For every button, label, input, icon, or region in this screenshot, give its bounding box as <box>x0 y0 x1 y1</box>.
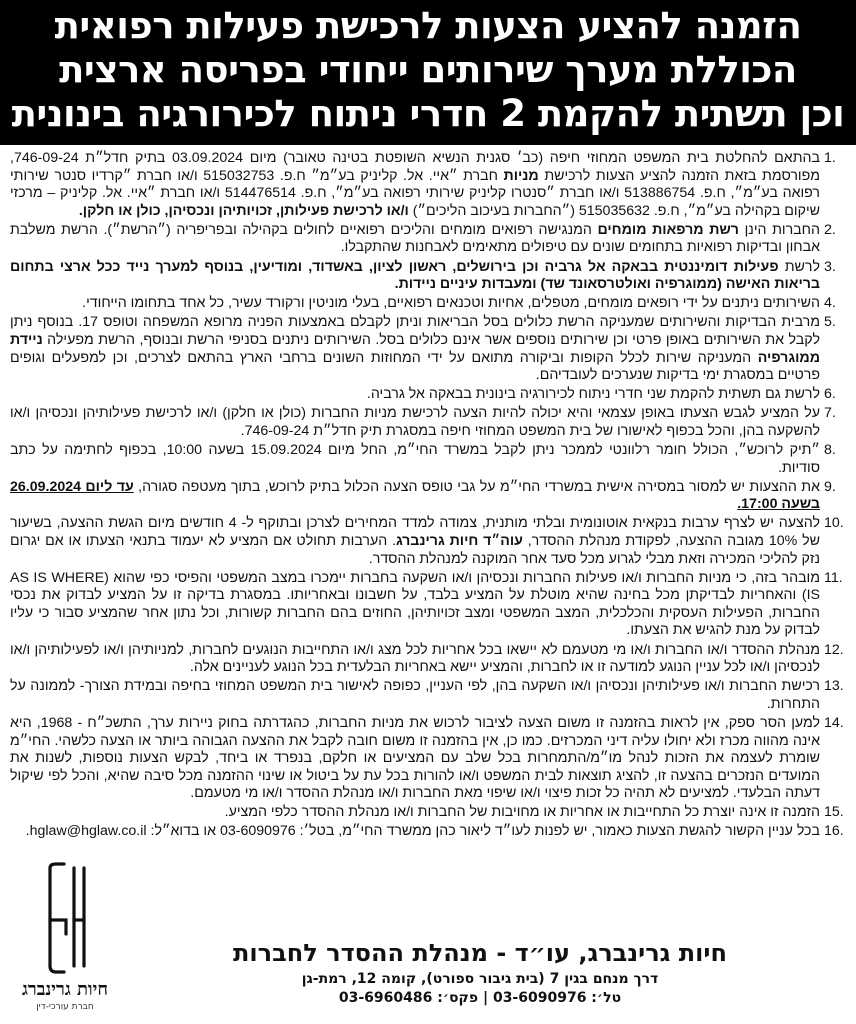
item-text: מנהלת ההסדר ו/או החברות ו/או מי מטעמם לא יישאו בכל אחריות לכל מצג ו/או התחייבות הנוגעים לחברות, למניותיהן ו/או לפעילותיהן ו/או לנכסיהן ו/או לכל עניין הנוגע למודעה זו או לחברות, והמציע יישא באחריות הבלעדית בכל הנוגע לעניינים אלה. <box>10 641 820 676</box>
signature-address: דרך מנחם בגין 7 (בית גיבור ספורט), קומה 12, רמת-גן <box>301 971 659 987</box>
item-number: .15 <box>824 804 844 821</box>
notice-header <box>0 0 856 145</box>
item-bold-text: פעילות דומיננטית בבאקה אל גרביה וכן בירושלים, ראשון לציון, באשדוד, ומודיעין, בנוסף למערך נייד ככל ארצי בתחום בריאות האישה (ממוגרפיה ואולטרסאונד שד) ומעבדות עיניים ניידות. <box>10 258 820 293</box>
item-number: .9 <box>824 478 836 495</box>
item-text: מרבית הבדיקות והשירותים שמעניקה הרשת כלולים בסל הבריאות וניתן לקבלם באמצעות הפניה מרופא המשפחה וטופס 17. בנוסף ניתן לקבל את השירותים באופן פרטי וכן שירותים נוספים אשר אינם כלולים בסל. השירותים ניתנים בסניפי הרשת ובנוסף, הרשת מפעילה <box>10 314 820 348</box>
item-number: .16 <box>824 823 844 840</box>
notice-item <box>10 405 846 440</box>
item-text: המעניקה שירות לכלל הקופות וביקורה מתואם על ידי המחוזות השונים ברחבי הארץ בהתאם לצרכים, וכן למפעלים וגופים פרטיים במסגרת ימי בדיקות שנערכים לעובדיהם. <box>10 349 820 384</box>
item-text: המנגישה רפואים מומחים והליכים רפואיים לחולים בקהילה ובפריפריה (״הרשת״). הרשת משלבת אבחון ובדיקות רפואיות בתחומים שונים עם טיפולים מתאימים לאבחנות שהתקבלו. <box>10 221 820 256</box>
item-text: למען הסר ספק, אין לראות בהזמנה זו משום הצעה לציבור לרכוש את מניות החברות, כהגדרתה בחוק ניירות ערך, התשכ״ח - 1968, היא אינה מהווה מכרז ולא יחולו עליה דיני המכרזים. כמו כן, אין בהזמנה זו משום חובה לקבל את ההצעה הגבוהה ביותר או הצעה כלשהי. החי״מ שומרת לעצמה את הזכות לנהל מו״מ/התמחרות בכל שלב עם המציעים או חלקם, בנפרד או ביחד, לבקש הצעות נוספות, לשנות את המועדים הנזכרים בהצעה זו, להציג תוצאות לבית המשפט ו/או להורות בכל עת על ביטול או שינוי ההזמנה מכל סיבה שהיא, והכל לפי שיקול דעתה הבלעדי. למציעים לא תהיה כל זכות פיצוי ו/או שיפוי מאת החברות ו/או מנהלת ההסדר ו/או מי מטעמם. <box>10 714 820 802</box>
item-text: השירותים ניתנים על ידי רופאים מומחים, מטפלים, אחיות וטכנאים רפואיים, בעלי מוניטין ורקורד עשיר, כל אחד בתחומו הייחודי. <box>82 295 820 312</box>
item-number: .10 <box>824 515 844 532</box>
item-text: על המציע לגבש הצעתו באופן עצמאי והיא יכולה להיות הצעה לרכישת מניות החברות (כולן או חלקן) ו/או לרכישת פעילותיהן ונכסיהן ו/או להשקעה בהן, והכל בכפוף לאישורו של בית המשפט המחוזי חיפה במסגרת תיק חדל״ת 746-09-24. <box>10 405 820 439</box>
item-text: בכל עניין הקשור להגשת הצעות כאמור, יש לפנות לעו״ד ליאור כהן ממשרד החי״מ, בטל׳: 03-6090976 או בדוא״ל: hglaw@hglaw.co.il. <box>25 823 820 840</box>
notice-item <box>10 222 846 257</box>
item-number: .13 <box>824 678 844 695</box>
notice-body <box>10 150 846 843</box>
notice-item <box>10 804 846 822</box>
item-number: .12 <box>824 641 844 658</box>
item-number: .5 <box>824 314 836 331</box>
item-text: את ההצעות יש למסור במסירה אישית במשרדי החי״מ על גבי טופס הצעה הכלול בתיק לרוכש, בתוך מעטפה סגורה, <box>133 478 821 495</box>
item-text: להצעה יש לצרף ערבות בנקאית אוטונומית ובלתי מותנית, צמודה למדד המחירים לצרכן ובתוקף ל- 4 חודשים מיום הגשת ההצעה, בשיעור של 10% מגובה ההצעה, לפקודת מנהלת ההסדר, <box>10 515 820 549</box>
item-bold-text: ניידת ממוגרפיה <box>10 331 820 366</box>
notice-item <box>10 259 846 294</box>
item-number: .1 <box>824 150 836 166</box>
item-bold-text: מניות <box>503 167 539 184</box>
notice-item <box>10 642 846 677</box>
item-text: הזמנה זו אינה יוצרת כל התחייבות או אחריות או מחויבות של החברות ו/או מנהלת ההסדר כלפי המציע. <box>224 804 820 821</box>
item-text: . הערבות תחולט אם המציע לא יעמוד בתנאי הצעתו או אם יגרום נזק להליכי המכירה וזאת מבלי לגרוע מכל סעד אחר המוקנה למנהלת ההסדר. <box>10 532 820 567</box>
item-text: חברת ״איי. אל. קליניק בע״מ״ ח.פ. 515032753 ו/או חברת ״קרדיו סנטר שירותי רפואה בע״מ״, ח.פ. 513886754 ו/או חברת ״סנטרו קליניק שירותי רפואה בע״מ״, ח.פ. 514476514 ו/או חברת ״איי. אל. קליניק – מרכזי שיקום בקהילה בע״מ״, ח.פ. 515035632 (״החברות בעיכוב הליכים״) <box>10 167 820 219</box>
item-text: החברות הינן <box>738 221 821 238</box>
item-text: לרשת גם תשתית להקמת שני חדרי ניתוח לכירורגיה בינונית בבאקה אל גרביה. <box>366 386 820 403</box>
item-text: מובהר בזה, כי מניות החברות ו/או פעילות החברות ונכסיהן ו/או השקעה בחברות יימכרו במצב המשפטי והפיסי כפי שהוא (AS IS WHERE IS) והאחריות לבדיקתן מכל בחינה שהיא מוטלת על המציע בלבד, על חשבונו ובאחריותו. במסגרת בדיקה זו על המציע לבדוק את נכסי החברות, הפעילות העסקית והכלכלית, המצב המשפטי ומצב זכויותיהן, החוזים בהם החברות קשורות, וכל נתון אחר שהמציע סבור כי עליו לבדוק על מנת להגיש את הצעתו. <box>10 569 820 639</box>
notice-item <box>10 570 846 640</box>
item-text: לרשת <box>778 258 820 275</box>
item-number: .8 <box>824 442 836 458</box>
item-bold-text: ו/או לרכישת פעילותן, זכויותיהן ונכסיהן, כולן או חלקן. <box>78 202 409 219</box>
header-line-2: הכוללת מערך שירותים ייחודי בפריסה ארצית <box>59 48 797 91</box>
notice-item <box>10 515 846 568</box>
notice-item <box>10 823 846 841</box>
notice-item <box>10 442 846 477</box>
item-text: רכישת החברות ו/או פעילותיהן ונכסיהן ו/או השקעה בהן, לפי העניין, כפופה לאישור בית המשפט המחוזי בחיפה ובמידת הצורך- לממונה על התחרות. <box>10 678 820 712</box>
gh-monogram-icon <box>14 862 116 978</box>
notice-item <box>10 678 846 713</box>
item-number: .14 <box>824 714 844 731</box>
item-bold-text: עד ליום 26.09.2024 בשעה 17:00. <box>10 478 820 513</box>
item-number: .6 <box>824 386 836 403</box>
item-number: .4 <box>824 295 836 312</box>
item-text: ״תיק לרוכש״, הכולל חומר רלוונטי לממכר ניתן לקבל במשרד החי״מ, החל מיום 15.09.2024 בשעה 10:00, בכפוף לחתימה על כתב סודיות. <box>10 442 820 476</box>
signature-block <box>200 936 760 1008</box>
item-bold-text: רשת מרפאות מומחים <box>597 221 739 238</box>
item-bold-text: עוה״ד חיות גרינברג <box>396 532 523 549</box>
header-line-1: הזמנה להציע הצעות לרכישת פעילות רפואית <box>54 4 802 47</box>
notice-item <box>10 479 846 514</box>
notice-item <box>10 715 846 803</box>
notice-item <box>10 314 846 384</box>
item-number: .2 <box>824 221 836 238</box>
logo-firm-name: חיות גרינברג <box>21 979 109 1000</box>
header-line-3: וכן תשתית להקמת 2 חדרי ניתוח לכירורגיה בינונית <box>11 92 845 135</box>
firm-logo <box>14 862 116 1022</box>
item-number: .11 <box>824 569 843 586</box>
signature-phones: טל׳: 03-6090976 | פקס׳: 03-6960486 <box>338 990 622 1006</box>
item-text: בהתאם להחלטת בית המשפט המחוזי חיפה (כב׳ סגנית הנשיא השופטת בטינה טאובר) מיום 03.09.2024 בתיק חדל״ת 746-09-24, מפורסמת בזאת הזמנה להציע הצעות לרכישת <box>10 150 820 184</box>
item-number: .7 <box>824 405 836 422</box>
notice-item <box>10 150 846 220</box>
notice-item <box>10 295 846 313</box>
notice-item <box>10 386 846 404</box>
signature-name: חיות גרינברג, עו״ד - מנהלת ההסדר לחברות <box>233 939 727 967</box>
logo-firm-subtitle: חברת עורכי-דין <box>36 1002 94 1012</box>
item-number: .3 <box>824 258 836 275</box>
